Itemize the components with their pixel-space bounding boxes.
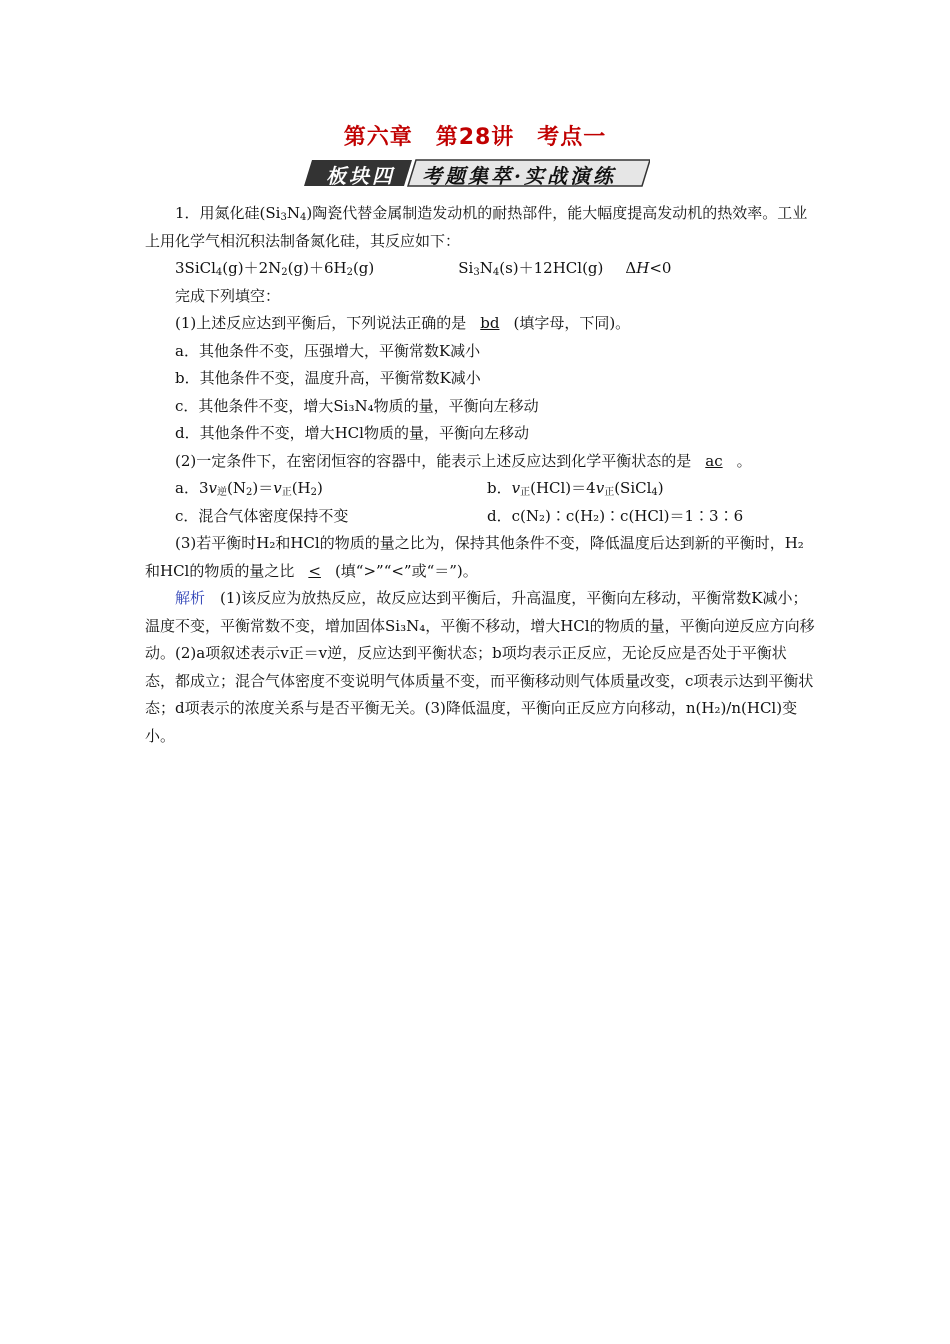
q1-option-a: a．其他条件不变，压强增大，平衡常数K减小 — [175, 341, 481, 360]
banner-label-section: 板块四 — [326, 164, 395, 188]
q1-option-b: b．其他条件不变，温度升高，平衡常数K减小 — [175, 369, 481, 387]
question-3: (3)若平衡时H₂和HCl的物质的量之比为，保持其他条件不变，降低温度后达到新的平衡时，H₂和HCl的物质的量之比 < (填“>”“<”或“＝”)。 — [145, 534, 804, 580]
question-2: (2)一定条件下，在密闭恒容的容器中，能表示上述反应达到化学平衡状态的是 ac 。 — [175, 451, 752, 470]
q2-options-row-1 — [145, 475, 815, 503]
q1-option-d: d．其他条件不变，增大HCl物质的量，平衡向左移动 — [175, 424, 529, 442]
fill-prompt: 完成下列填空： — [175, 286, 281, 305]
solution-text: (1)该反应为放热反应，故反应达到平衡后，升高温度，平衡向左移动，平衡常数K减小；温度不变，平衡常数不变，增加固体Si₃N₄，平衡不移动，增大HCl的物质的量，平衡向逆反应方向移动。(2)a项叙述表示v正＝v逆，反应达到平衡状态；b项均表示正反应，无论反应是否处于平衡状态，都成立；混合气体密度不变说明气体质量不变，而平衡移动则气体质量改变，c项表示达到平衡状态；d项表示的浓度关系与是否平衡无关。(3)降低温度，平衡向正反应方向移动，n(H₂)/n(HCl)变小。 — [145, 589, 815, 745]
solution-paragraph — [145, 585, 815, 750]
q2-options-row-2 — [145, 503, 815, 531]
reaction-equation: $3SiCl_4(g)+2N_2(g)+6H_2(g)$ $Si_3N_4(s)+12HCl(g)$ ΔH<0 — [175, 259, 672, 278]
question-content — [145, 200, 815, 750]
question-1: (1)上述反应达到平衡后，下列说法正确的是 bd (填字母，下同)。 — [175, 314, 631, 332]
solution-label: 解析 — [175, 589, 206, 607]
section-banner — [304, 158, 650, 188]
answer-3: < — [308, 561, 321, 580]
q2-option-d: d．c(N₂)∶c(H₂)∶c(HCl)＝1∶3∶6 — [487, 506, 744, 525]
answer-2: ac — [705, 451, 723, 470]
answer-1: bd — [480, 314, 500, 332]
banner-label-practice: 考题集萃·实战演练 — [422, 164, 616, 188]
page-title: 第六章 第28讲 考点一 — [343, 125, 607, 150]
q2-option-c: c．混合气体密度保持不变 — [175, 506, 349, 525]
q2-option-a: a．$3v_逆(N_2)=v_正(H_2)$ — [175, 479, 323, 498]
question-intro: 1．用氮化硅$(Si_3N_4)$陶瓷代替金属制造发动机的耐热部件，能大幅度提高发动机的热效率。工业上用化学气相沉积法制备氮化硅，其反应如下： — [145, 204, 808, 250]
q1-option-c: c．其他条件不变，增大Si₃N₄物质的量，平衡向左移动 — [175, 396, 539, 415]
q2-option-b: b．$v_正(HCl)=4v_正(SiCl_4)$ — [487, 479, 664, 498]
